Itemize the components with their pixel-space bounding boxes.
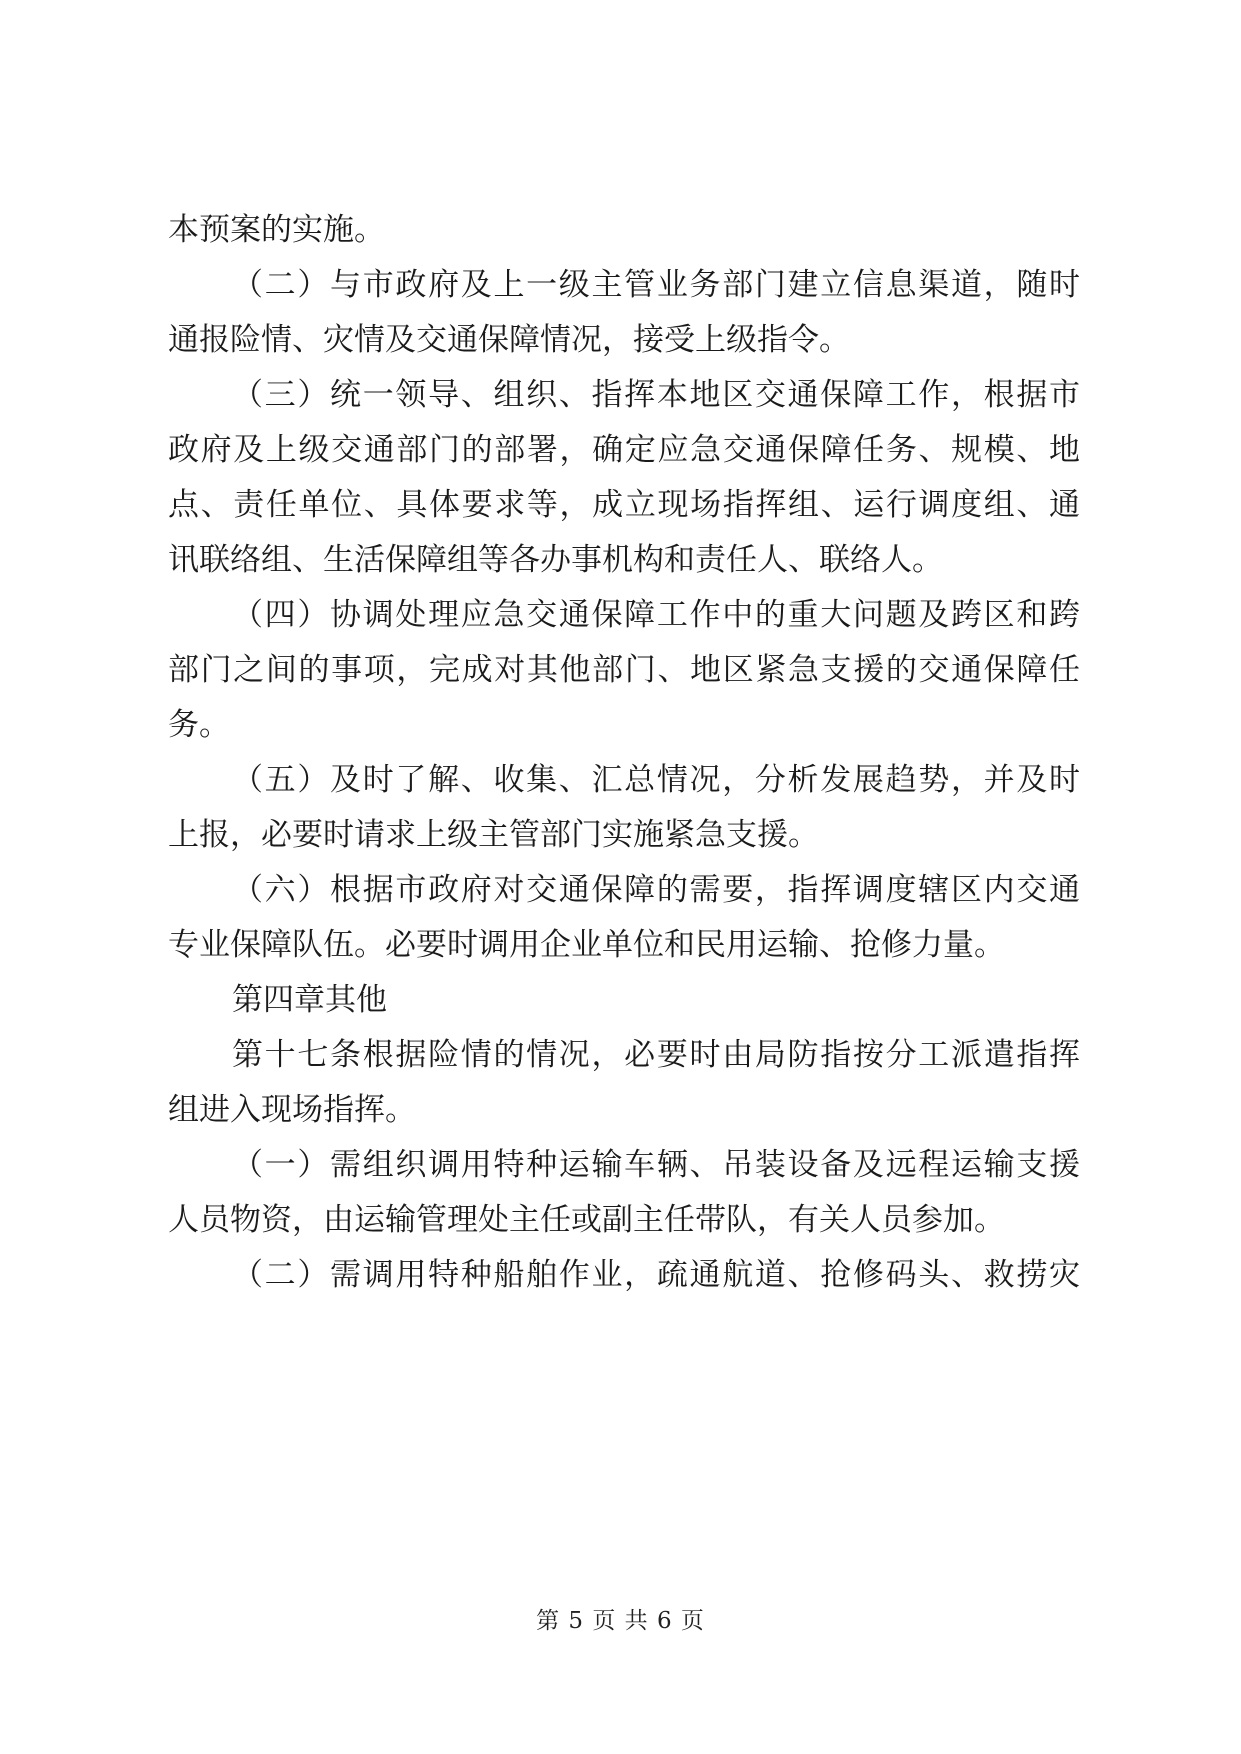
text-line: 第十七条根据险情的情况，必要时由局防指按分工派遣指挥 [232, 1037, 1080, 1073]
text-line: （六）根据市政府对交通保障的需要，指挥调度辖区内交通 [232, 872, 1080, 908]
text-line: 务。 [168, 707, 230, 743]
text-line: 组进入现场指挥。 [168, 1092, 416, 1128]
text-line: 讯联络组、生活保障组等各办事机构和责任人、联络人。 [168, 542, 943, 578]
text-line: （二）与市政府及上一级主管业务部门建立信息渠道，随时 [232, 267, 1080, 303]
text-line: （四）协调处理应急交通保障工作中的重大问题及跨区和跨 [232, 597, 1080, 633]
text-line: （二）需调用特种船舶作业，疏通航道、抢修码头、救捞灾 [232, 1257, 1080, 1293]
text-line: （一）需组织调用特种运输车辆、吊装设备及远程运输支援 [232, 1147, 1080, 1183]
text-line: 点、责任单位、具体要求等，成立现场指挥组、运行调度组、通 [168, 487, 1080, 523]
page-number-footer: 第 5 页 共 6 页 [536, 1608, 705, 1634]
text-line: （五）及时了解、收集、汇总情况，分析发展趋势，并及时 [232, 762, 1080, 798]
text-line: 政府及上级交通部门的部署，确定应急交通保障任务、规模、地 [168, 432, 1080, 468]
text-line: 人员物资，由运输管理处主任或副主任带队，有关人员参加。 [168, 1202, 1005, 1238]
text-line: 专业保障队伍。必要时调用企业单位和民用运输、抢修力量。 [168, 927, 1005, 963]
text-line: 部门之间的事项，完成对其他部门、地区紧急支援的交通保障任 [168, 652, 1080, 688]
text-line: 通报险情、灾情及交通保障情况，接受上级指令。 [168, 322, 850, 358]
chapter-heading: 第四章其他 [232, 982, 387, 1018]
text-line: 本预案的实施。 [168, 212, 385, 248]
text-line: 上报，必要时请求上级主管部门实施紧急支援。 [168, 817, 819, 853]
text-line: （三）统一领导、组织、指挥本地区交通保障工作，根据市 [232, 377, 1080, 413]
